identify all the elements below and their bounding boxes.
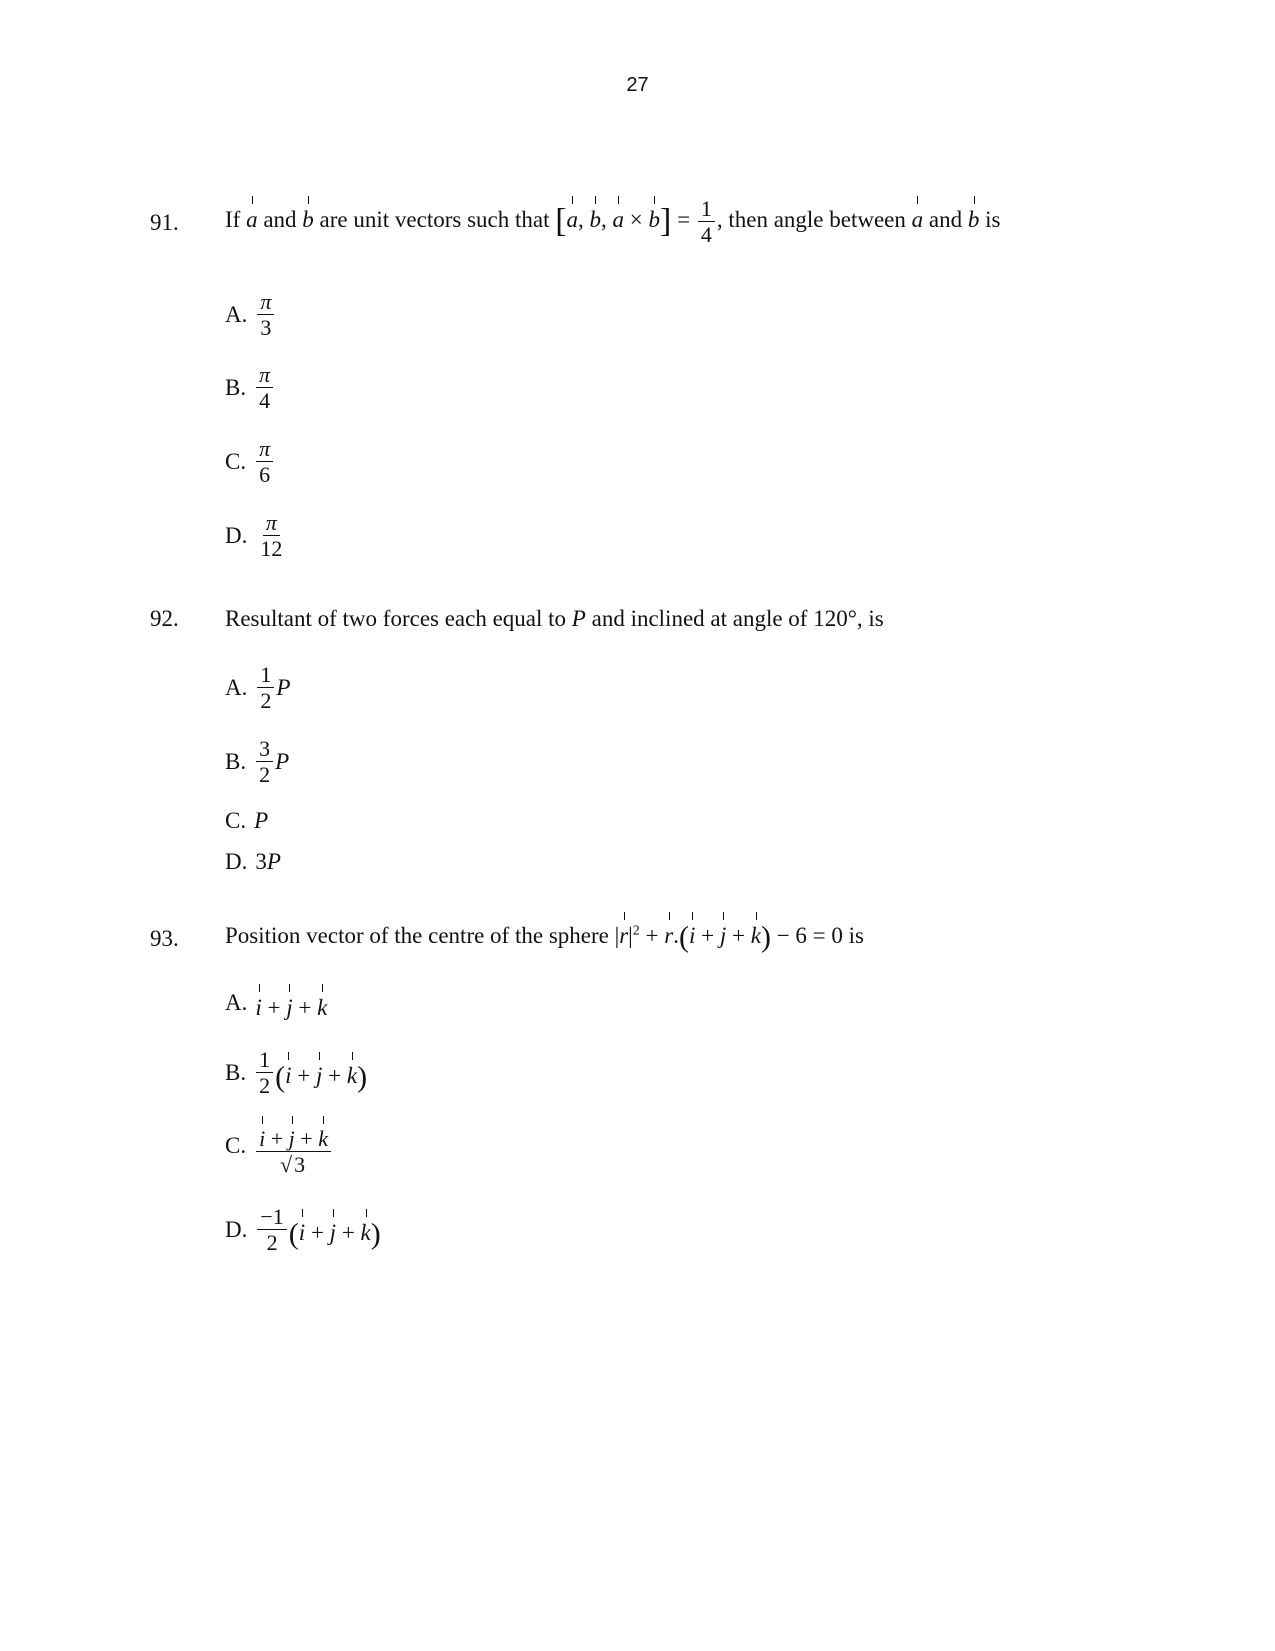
fraction: $\frac{1}{4}$ [698,197,715,246]
question-number: 92. [150,606,179,631]
option-c[interactable]: C. P [225,808,269,833]
option-b[interactable]: B. $\frac{1}{2}$ (i + j + k) [225,1047,368,1099]
question-text: Position vector of the centre of the sphere $|r|^2 + r.(i + j + k) - 6 = 0$ is [225,912,864,953]
option-b[interactable]: B. $\frac{\pi}{4}$ [225,363,275,412]
option-c[interactable]: C. $\frac{i + j + k}{√3}$ [225,1116,333,1176]
option-b[interactable]: B. $\frac{3}{2}$ P [225,736,290,788]
sphere-equation: $|r|^2 + r.(i + j + k) - 6 = 0$ [615,923,849,948]
option-c[interactable]: C. $\frac{\pi}{6}$ [225,437,275,486]
option-a[interactable]: A. i + j + k [225,984,327,1021]
option-d[interactable]: D. $\frac{-1}{2}$ (i + j + k) [225,1204,381,1256]
option-a[interactable]: A. $\frac{\pi}{3}$ [225,290,276,339]
page-number: 27 [626,74,649,96]
option-d[interactable]: D. $\frac{\pi}{12}$ [225,510,283,562]
question-text: Resultant of two forces each equal to P and inclined at angle of 120°, is [225,606,884,631]
vector-a: a [246,196,258,231]
question-text: If a and b are unit vectors such that [a, b, a × b] = $\frac{1}{4}$ , then angle between a and b is [225,196,1001,248]
square-root-icon: √3 [279,1152,306,1178]
question-number: 93. [150,926,179,951]
question-number: 91. [150,210,179,235]
option-d[interactable]: D. 3 P [225,849,281,874]
left-bracket: [ [555,202,567,240]
option-a[interactable]: A. $\frac{1}{2}$ P [225,662,291,714]
right-bracket: ] [660,202,672,240]
vector-b: b [302,196,314,231]
